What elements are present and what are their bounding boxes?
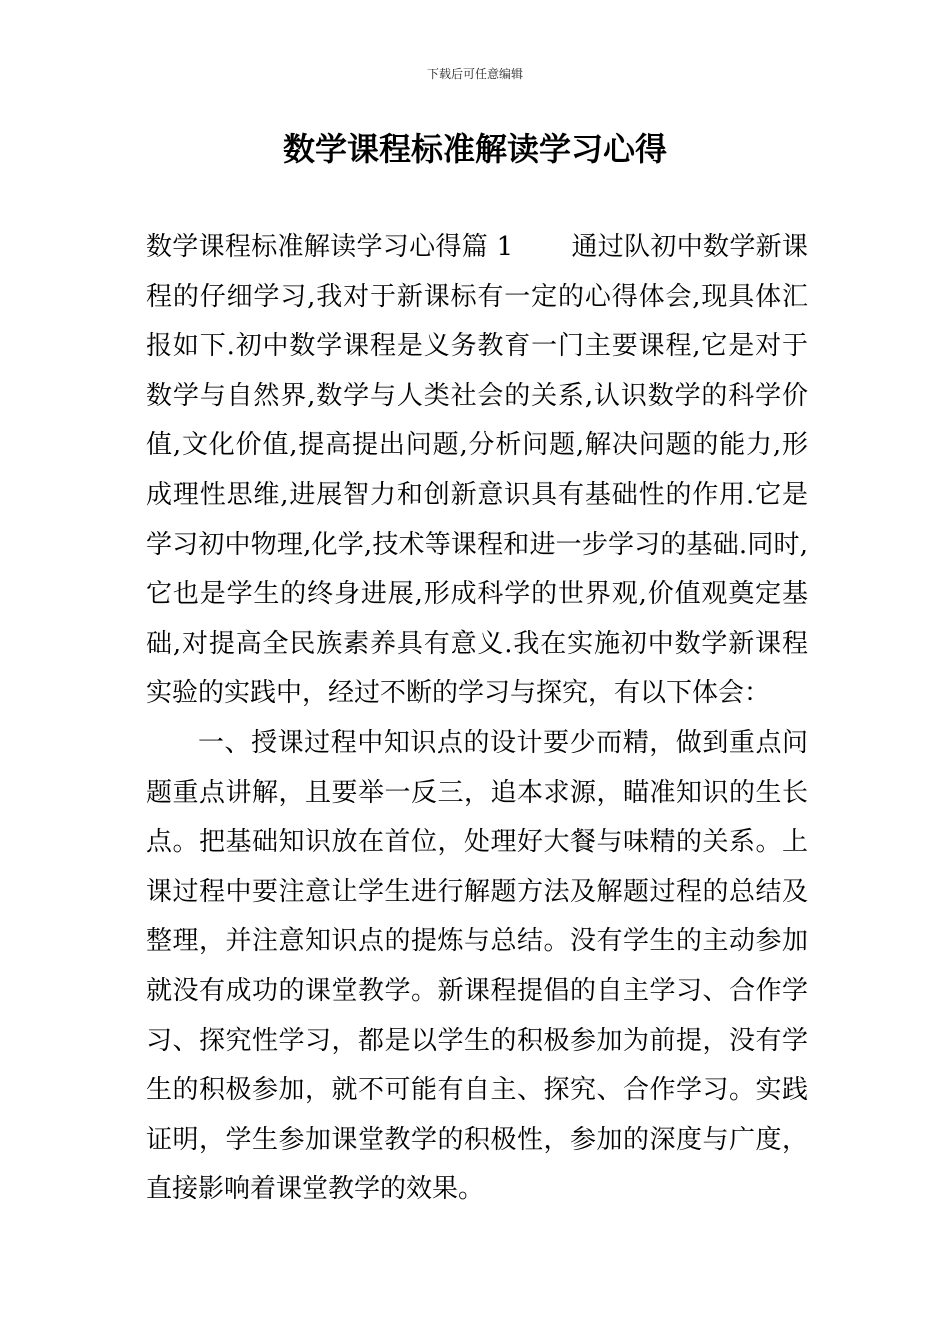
paragraph-1 — [146, 223, 808, 719]
paragraph-1-body: 通过队初中数学新课程的仔细学习,我对于新课标有一定的心得体会,现具体汇报如下.初中数学课程是义务教育一门主要课程,它是对于数学与自然界,数学与人类社会的关系,认识数学的科学价值,文化价值,提高提出问题,分析问题,解决问题的能力,形成理性思维,进展智力和创新意识具有基础性的作用.它是学习初中物理,化学,技术等课程和进一步学习的基础.同时,它也是学生的终身进展,形成科学的世界观,价值观奠定基础,对提高全民族素养具有意义.我在实施初中数学新课程实验的实践中，经过不断的学习与探究，有以下体会： — [146, 232, 808, 709]
document-title: 数学课程标准解读学习心得 — [282, 130, 667, 168]
document-body — [146, 223, 808, 1215]
header-note: 下载后可任意编辑 — [426, 67, 523, 81]
paragraph-1-lead: 数学课程标准解读学习心得篇 1 — [146, 232, 514, 262]
paragraph-2: 一、授课过程中知识点的设计要少而精，做到重点问题重点讲解，且要举一反三，追本求源，瞄准知识的生长点。把基础知识放在首位，处理好大餐与味精的关系。上课过程中要注意让学生进行解题方法及解题过程的总结及整理，并注意知识点的提炼与总结。没有学生的主动参加就没有成功的课堂教学。新课程提倡的自主学习、合作学习、探究性学习，都是以学生的积极参加为前提，没有学生的积极参加，就不可能有自主、探究、合作学习。实践证明，学生参加课堂教学的积极性，参加的深度与广度，直接影响着课堂教学的效果。 — [146, 727, 808, 1205]
